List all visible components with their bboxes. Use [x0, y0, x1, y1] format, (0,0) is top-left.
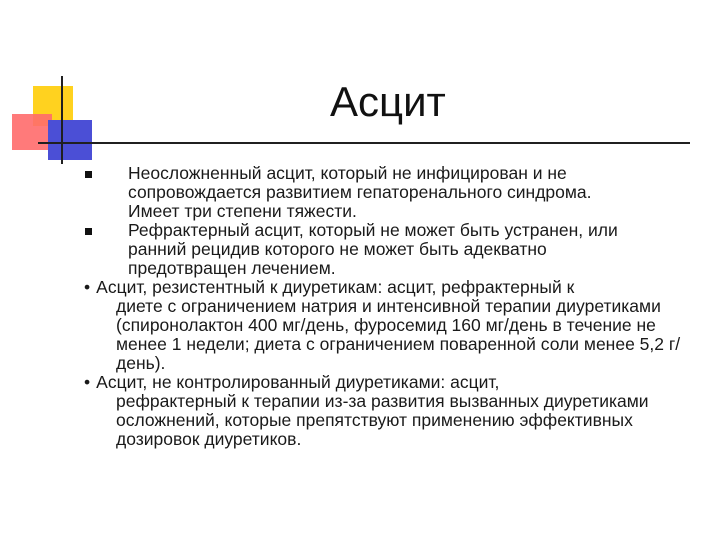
slide-title: Асцит — [330, 78, 446, 125]
square-bullet-icon — [85, 228, 92, 235]
list-item-text: Асцит, резистентный к диуретикам: асцит, рефрактерный к — [96, 277, 575, 297]
list-item-line: применению эффективных дозировок диуретиков. — [116, 410, 633, 449]
list-item-line: диете с ограничением натрия и интенсивной терапии — [116, 296, 552, 316]
dot-bullet-icon: • — [84, 372, 91, 392]
list-item-line: ранний рецидив которого не может быть адекватно — [128, 239, 547, 259]
logo-blue-square — [48, 120, 92, 160]
square-bullet-icon — [85, 171, 92, 178]
list-item-line: рефрактерный к терапии из-за развития вызванных — [116, 391, 539, 411]
list-item-line: сопровождается развитием гепаторенального синдрома. — [128, 182, 592, 202]
list-item-line: Рефрактерный асцит, который не может быть устранен, или — [128, 220, 618, 240]
list-item-line: предотвращен лечением. — [128, 258, 336, 278]
list-item-line — [84, 373, 706, 392]
list-item-line: диуретиками осложнений, которые препятствуют — [116, 391, 649, 430]
logo-vertical-line — [61, 76, 63, 164]
list-item-line: диуретиками (спиронолактон 400 мг/день, фуросемид 160 — [116, 296, 661, 335]
list-item-line: мг/день в течение не менее 1 недели; диета с ограничением — [116, 315, 656, 354]
slide-body — [84, 163, 706, 449]
list-item-diuretic-resistant — [84, 278, 706, 373]
logo-red-square — [12, 114, 52, 150]
title-underline — [38, 142, 690, 144]
list-item-line: Имеет три степени тяжести. — [128, 201, 357, 221]
dot-bullet-icon: • — [84, 277, 91, 297]
list-item-line: Неосложненный асцит, который не инфицирован и не — [128, 163, 567, 183]
list-item-text: Асцит, не контролированный диуретиками: асцит, — [96, 372, 500, 392]
list-item-line — [84, 278, 706, 297]
list-item-refractory — [96, 221, 706, 278]
list-item-diuretic-intractable — [84, 373, 706, 449]
list-item-line: поваренной соли менее 5,2 г/день). — [116, 334, 681, 373]
list-item-uncomplicated — [96, 164, 706, 221]
